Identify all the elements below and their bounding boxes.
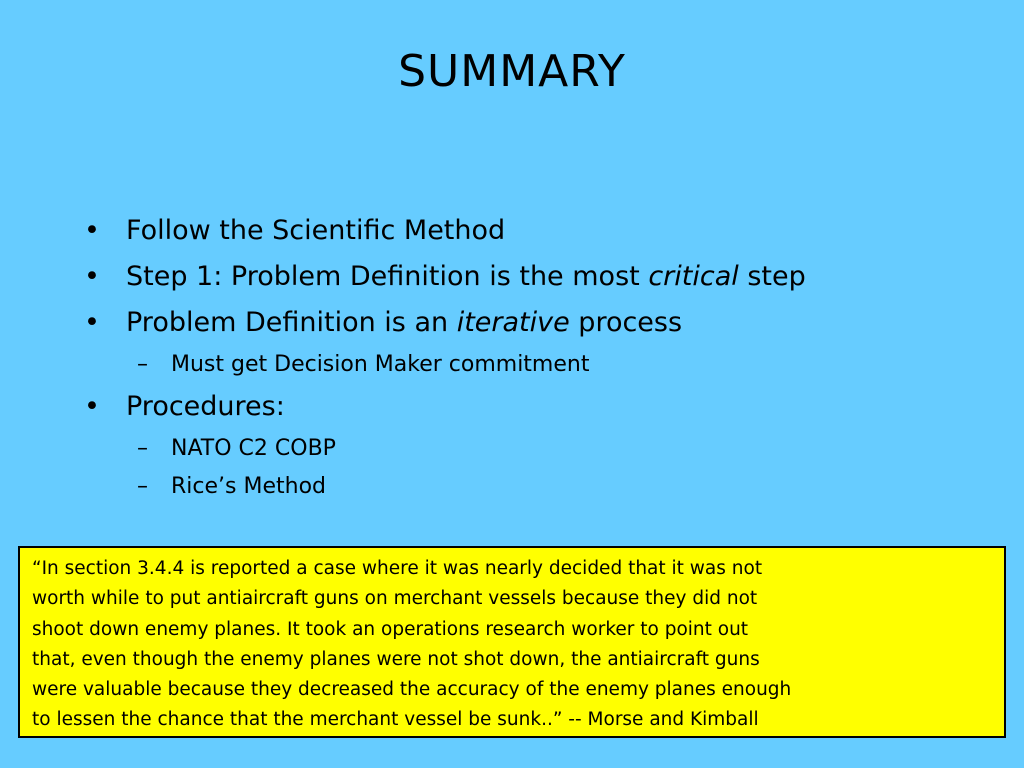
slide-title: SUMMARY xyxy=(398,46,626,97)
bullet-text: process xyxy=(569,307,683,338)
sub-bullet-marker: – xyxy=(137,436,148,461)
bullet-list xyxy=(82,208,982,506)
sub-bullet-item xyxy=(82,346,982,384)
bullet-text: Follow the Scientific Method xyxy=(126,215,506,246)
bullet-text: Procedures: xyxy=(126,391,285,422)
bullet-item xyxy=(82,300,982,346)
sub-bullet-item xyxy=(82,430,982,468)
bullet-marker: • xyxy=(84,307,100,338)
sub-bullet-marker: – xyxy=(137,474,148,499)
quote-line: that, even though the enemy planes were not shot down, the antiaircraft guns xyxy=(32,648,760,670)
quote-box xyxy=(18,546,1006,738)
bullet-text: Problem Definition is an xyxy=(126,307,457,338)
bullet-item xyxy=(82,208,982,254)
sub-bullet-item xyxy=(82,468,982,506)
bullet-item xyxy=(82,384,982,430)
bullet-emphasis: critical xyxy=(648,261,739,292)
bullet-marker: • xyxy=(84,261,100,292)
sub-bullet-text: Rice’s Method xyxy=(171,474,326,499)
bullet-text: step xyxy=(738,261,806,292)
quote-line: were valuable because they decreased the accuracy of the enemy planes enough xyxy=(32,679,792,701)
quote-line: worth while to put antiaircraft guns on merchant vessels because they did not xyxy=(32,588,758,610)
bullet-emphasis: iterative xyxy=(456,307,570,338)
quote-line: to lessen the chance that the merchant vessel be sunk..” -- Morse and Kimball xyxy=(32,709,759,731)
quote-line: “In section 3.4.4 is reported a case where it was nearly decided that it was not xyxy=(32,558,763,579)
sub-bullet-text: NATO C2 COBP xyxy=(171,436,336,461)
quote-line: shoot down enemy planes. It took an operations research worker to point out xyxy=(32,618,749,640)
sub-bullet-text: Must get Decision Maker commitment xyxy=(171,352,590,377)
bullet-text: Step 1: Problem Definition is the most xyxy=(126,261,649,292)
bullet-marker: • xyxy=(84,215,100,246)
bullet-marker: • xyxy=(84,391,100,422)
bullet-item xyxy=(82,254,982,300)
sub-bullet-marker: – xyxy=(137,352,148,377)
